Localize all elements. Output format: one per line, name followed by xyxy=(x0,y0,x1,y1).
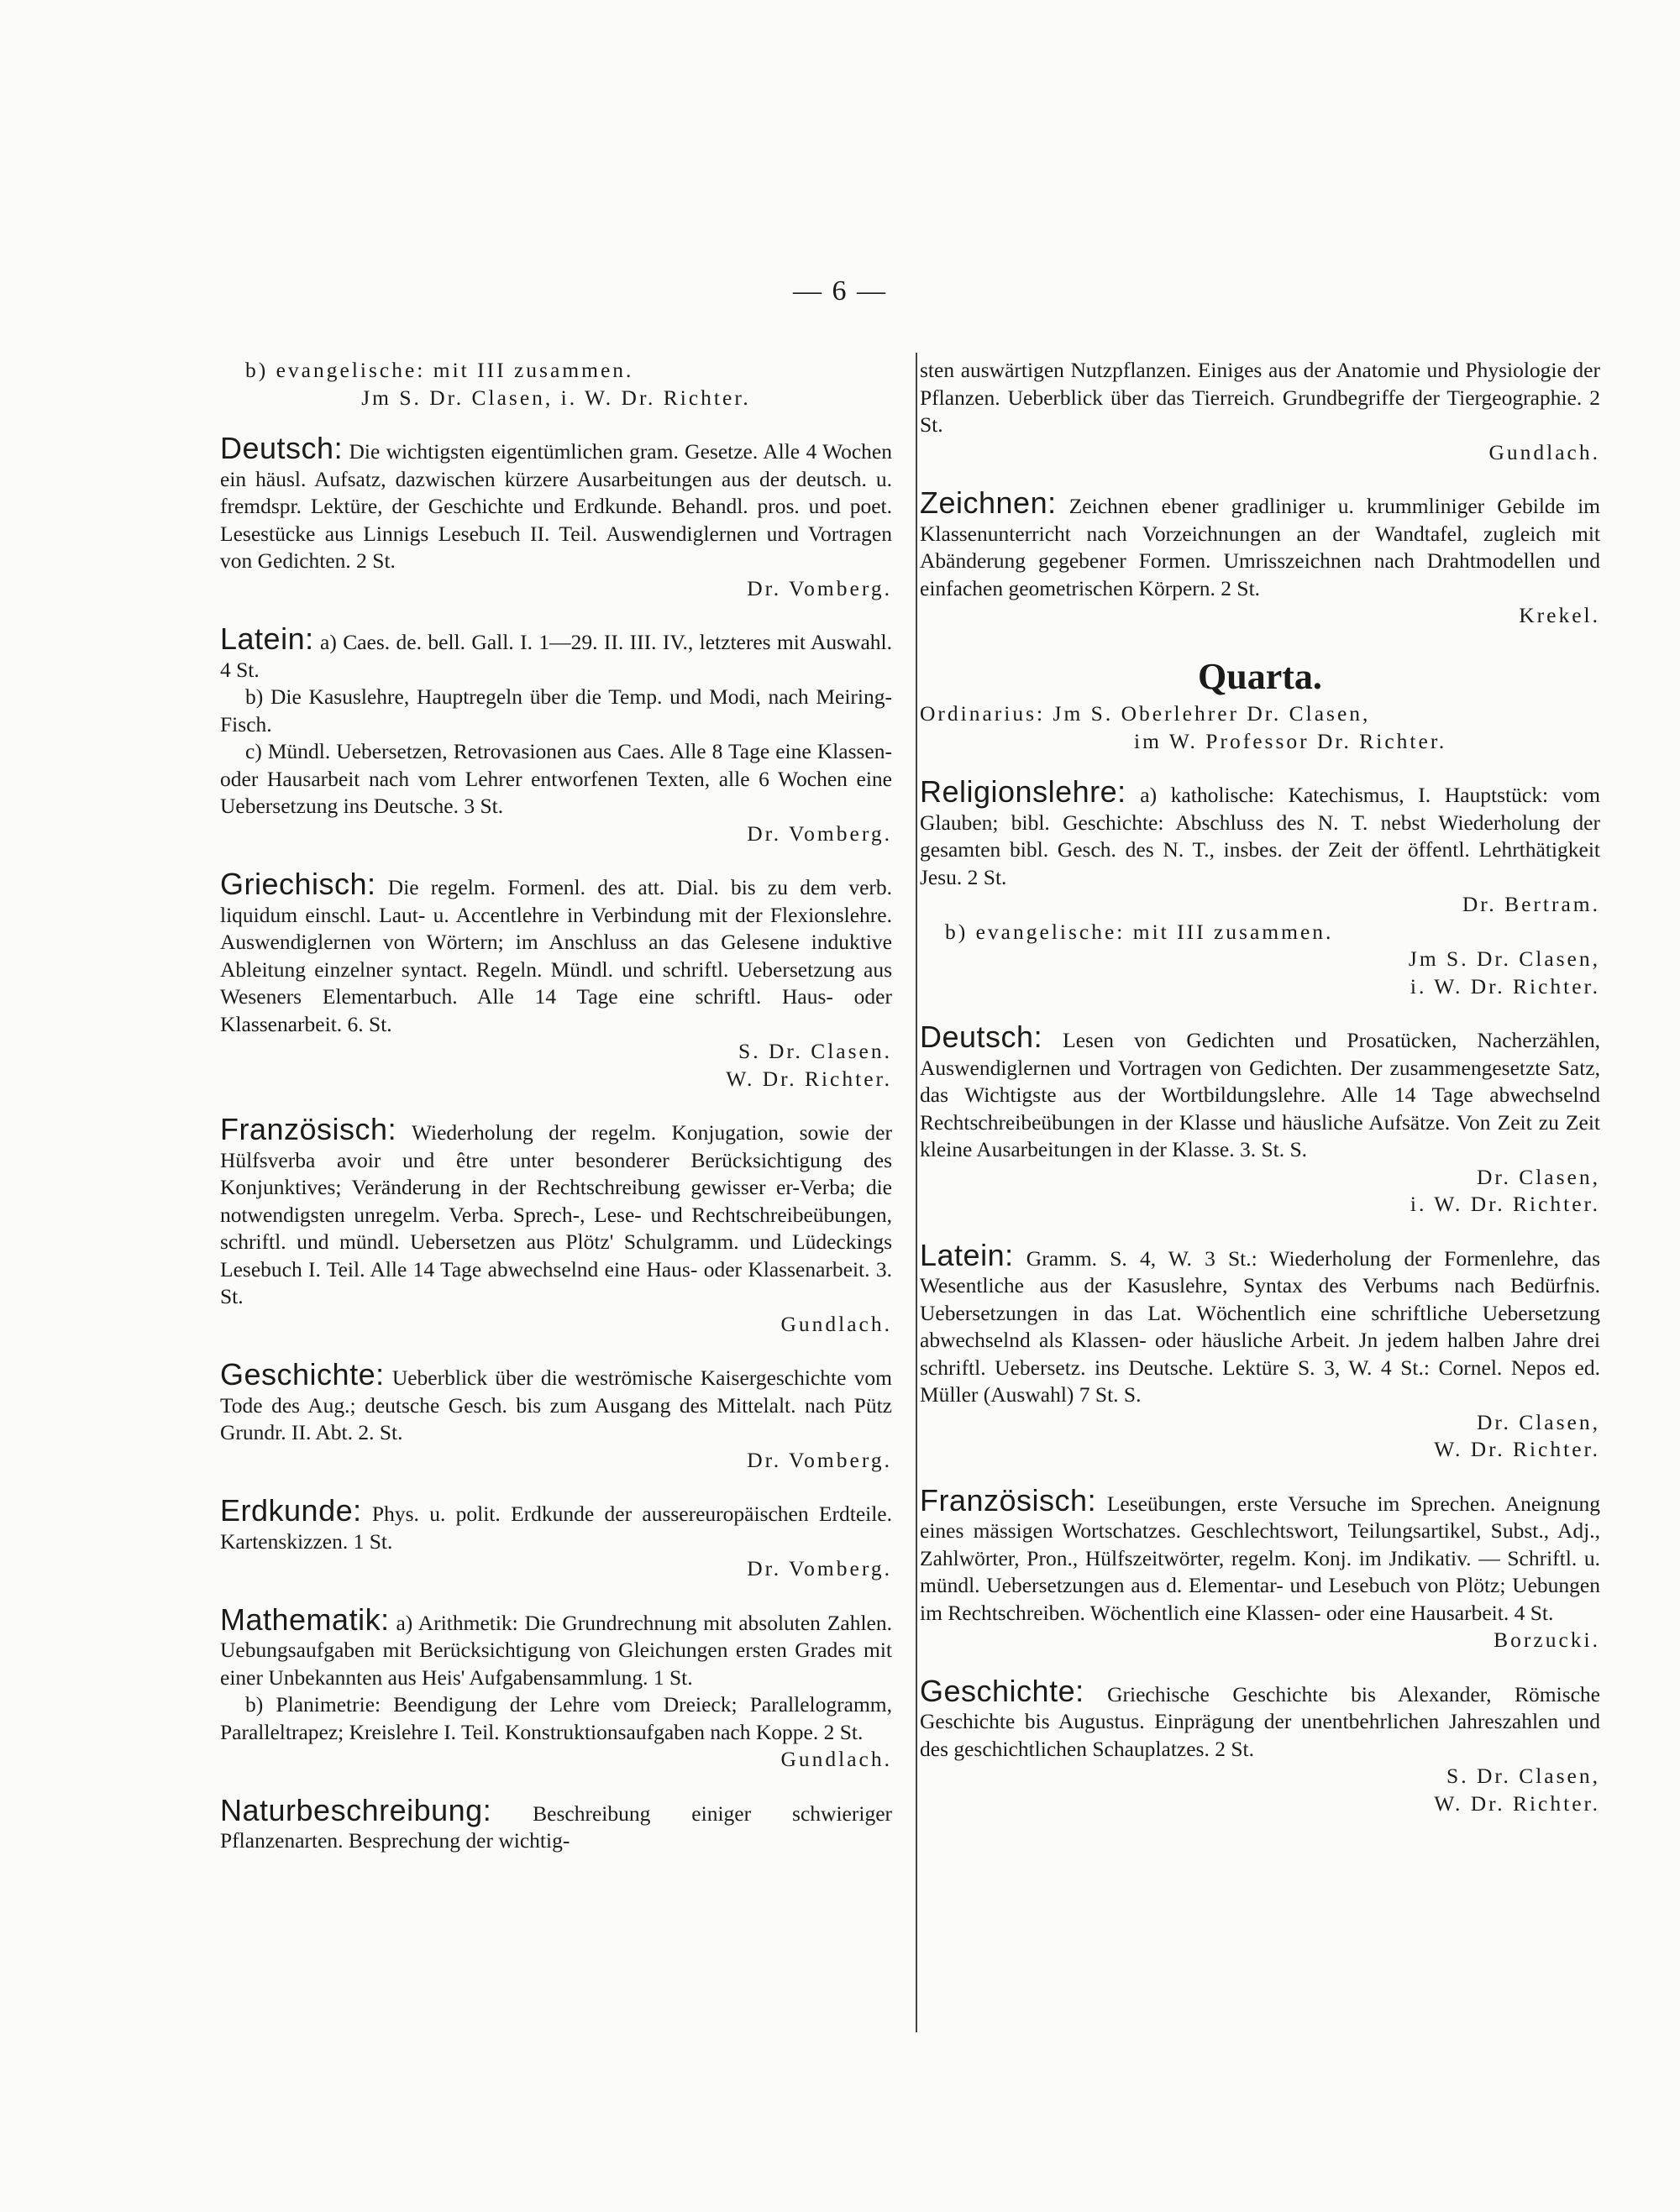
teacher-name: i. W. Dr. Richter. xyxy=(1410,1192,1600,1216)
teacher-name: Dr. Vomberg. xyxy=(747,820,892,846)
teacher-name: W. Dr. Richter. xyxy=(1434,1790,1600,1816)
ordinarius-line: Ordinarius: Jm S. Oberlehrer Dr. Clasen, xyxy=(920,701,1371,726)
section-text: Lesen von Gedichten und Prosatücken, Nacherzählen, Auswendiglernen und Vortragen von Gedichten. Der zusammengesetzte Satz, das Wichtigste aus der Wortbildungslehre. Alle 14 Tage abwechselnd Rechtschreibeübungen in der Klasse und häusliche Aufsätze. Von Zeit zu Zeit kleine Ausarbeitungen in der Klasse. 3. St. S. xyxy=(920,1028,1601,1161)
section-heading: Religionslehre: xyxy=(920,774,1126,809)
religionslehre-section xyxy=(920,774,1600,1000)
section-text: Die wichtigsten eigentümlichen gram. Gesetze. Alle 4 Wochen ein häusl. Aufsatz, dazwischen kürzere Ausarbeitungen aus der deutsch. u. fremdspr. Lektüre, der Geschichte und Erdkunde. Behandl. pros. und poet. Lesestücke aus Linnigs Lesebuch II. Teil. Auswendiglernen und Vortragen von Gedichten. 2 St. xyxy=(220,439,893,573)
geschichte-section xyxy=(920,1673,1600,1818)
section-text: b) Planimetrie: Beendigung der Lehre vom Dreieck; Parallelogramm, Paralleltrapez; Kreislehre I. Teil. Konstruktionsaufgaben nach Koppe. 2 St. xyxy=(220,1692,892,1744)
section-heading: Französisch: xyxy=(220,1112,397,1146)
section-text: Griechische Geschichte bis Alexander, Römische Geschichte bis Augustus. Einprägung der unentbehrlichen Jahreszahlen und des geschichtlichen Schauplatzes. 2 St. xyxy=(920,1681,1600,1761)
section-heading: Deutsch: xyxy=(220,431,344,465)
teacher-name: S. Dr. Clasen. xyxy=(738,1039,892,1063)
intro-teacher: Jm S. Dr. Clasen, i. W. Dr. Richter. xyxy=(361,385,751,410)
section-text: Phys. u. polit. Erdkunde der aussereuropäischen Erdteile. Kartenskizzen. 1 St. xyxy=(220,1502,893,1554)
deutsch-section xyxy=(920,1020,1601,1219)
section-heading: Französisch: xyxy=(920,1482,1097,1517)
latein-section xyxy=(920,1237,1601,1464)
section-heading: Zeichnen: xyxy=(920,485,1057,520)
teacher-name: Gundlach. xyxy=(780,1747,892,1771)
page-number: — 6 — xyxy=(793,275,887,307)
section-text: Leseübungen, erste Versuche im Sprechen. Aneignung eines mässigen Wortschatzes. Geschlechtswort, Teilungsartikel, Subst., Adj., Zahlwörter, Pron., Hülfszeitwörter, regelm. Konj. im Jndikativ. — Schriftl. u. mündl. Uebersetzungen aus d. Elementar- und Lesebuch von Plötz; Uebungen im Rechtschreiben. Wöchentlich eine Klassen- oder eine Hausarbeit. 4 St. xyxy=(920,1491,1601,1625)
zeichnen-section xyxy=(920,485,1600,630)
section-text: a) katholische: Katechismus, I. Hauptstück: vom Glauben; bibl. Geschichte: Abschluss des N. T. nebst Wiederholung der gesamten bibl. Gesch. des N. T., insbes. der Zeit der öffentl. Lehrthätigkeit Jesu. 2 St. xyxy=(920,783,1600,889)
religion-evangelisch-block xyxy=(220,357,892,411)
griechisch-section xyxy=(220,867,893,1093)
teacher-name: Dr. Clasen, xyxy=(1476,1164,1600,1189)
section-text: b) Die Kasuslehre, Hauptregeln über die Temp. und Modi, nach Meiring-Fisch. xyxy=(220,684,892,736)
erdkunde-section xyxy=(220,1493,893,1583)
section-heading: Geschichte: xyxy=(920,1673,1084,1708)
teacher-name: Gundlach. xyxy=(1488,439,1600,464)
teacher-name: W. Dr. Richter. xyxy=(1434,1437,1600,1461)
section-text: Wiederholung der regelm. Konjugation, sowie der Hülfsverba avoir und être unter besonderer Berücksichtigung des Konjunktives; Veränderung in der Rechtschreibung gewisser er-Verba; die notwendigsten unregelm. Verba. Sprech-, Lese- und Rechtschreibeübungen, schriftl. und mündl. Uebersetzen aus Plötz' Schulgramm. und Lüdeckings Lesebuch I. Teil. Alle 14 Tage abwechselnd eine Haus- oder Klassenarbeit. 3. St. xyxy=(220,1120,892,1308)
teacher-name: W. Dr. Richter. xyxy=(726,1066,892,1091)
section-text: Beschreibung einiger schwieriger Pflanzenarten. Besprechung der wichtig- xyxy=(220,1801,892,1853)
column-divider xyxy=(916,353,917,2032)
franzoesisch-section xyxy=(220,1112,892,1338)
naturbeschreibung-continued xyxy=(920,357,1600,466)
section-text: Zeichnen ebener gradliniger u. krummliniger Gebilde im Klassenunterricht nach Vorzeichnungen an der Wandtafel, zugleich mit Abänderung gegebener Formen. Umrisszeichnen nach Drahtmodellen und einfachen geometrischen Körpern. 2 St. xyxy=(920,494,1600,600)
section-text: a) Arithmetik: Die Grundrechnung mit absoluten Zahlen. Uebungsaufgaben mit Berücksichtigung von Gleichungen ersten Grades mit einer Unbekannten aus Heis' Aufgabensammlung. 1 St. xyxy=(220,1610,892,1690)
ordinarius-line: im W. Professor Dr. Richter. xyxy=(1134,728,1447,753)
teacher-name: Krekel. xyxy=(1519,603,1600,627)
section-heading: Deutsch: xyxy=(920,1020,1043,1054)
teacher-name: Dr. Vomberg. xyxy=(747,1447,892,1472)
section-heading: Griechisch: xyxy=(220,867,376,901)
section-heading: Latein: xyxy=(920,1237,1014,1272)
right-column xyxy=(920,357,1600,1841)
section-text: b) evangelische: mit III zusammen. xyxy=(945,919,1334,944)
section-text: Die regelm. Formenl. des att. Dial. bis zu dem verb. liquidum einschl. Laut- u. Accentlehre in Verbindung mit der Flexionslehre. Auswendiglernen von Wörtern; im Anschluss an das Gelesene induktive Ableitung einzelner syntact. Regeln. Mündl. und schriftl. Uebersetzung aus Weseners Elementarbuch. Alle 14 Tage eine schriftl. Haus- oder Klassenarbeit. 6. St. xyxy=(220,875,893,1036)
teacher-name: Jm S. Dr. Clasen, xyxy=(1408,946,1600,971)
teacher-name: Dr. Vomberg. xyxy=(747,1556,892,1580)
latein-section xyxy=(220,621,893,847)
teacher-name: Dr. Vomberg. xyxy=(747,575,892,600)
section-text: Gramm. S. 4, W. 3 St.: Wiederholung der Formenlehre, das Wesentliche aus der Kasuslehre, Syntax des Verbums nach Bedürfnis. Uebersetzungen in das Lat. Wöchentlich eine schriftliche Uebersetzung abwechselnd als Klassen- oder häusliche Arbeit. Jn jedem halben Jahre drei schriftl. Uebersetz. ins Deutsche. Lektüre S. 3, W. 4 St.: Cornel. Nepos ed. Müller (Auswahl) 7 St. S. xyxy=(920,1245,1601,1407)
teacher-name: i. W. Dr. Richter. xyxy=(1410,973,1600,999)
geschichte-section xyxy=(220,1357,892,1474)
section-heading: Mathematik: xyxy=(220,1601,390,1637)
section-text: sten auswärtigen Nutzpflanzen. Einiges aus der Anatomie und Physiologie der Pflanzen. Ueberblick über das Tierreich. Grundbegriffe der Tiergeographie. 2 St. xyxy=(920,358,1600,437)
teacher-name: Dr. Bertram. xyxy=(1462,892,1600,916)
ordinarius-block xyxy=(920,700,1600,755)
deutsch-section xyxy=(220,431,893,602)
section-text: c) Mündl. Uebersetzen, Retrovasionen aus Caes. Alle 8 Tage eine Klassen- oder Hausarbeit nach vom Lehrer entworfenen Texten, alle 6 Wochen eine Uebersetzung ins Deutsche. 3 St. xyxy=(220,739,892,818)
section-heading: Geschichte: xyxy=(220,1357,385,1392)
section-heading: Naturbeschreibung: xyxy=(220,1792,492,1827)
teacher-name: Dr. Clasen, xyxy=(1476,1409,1600,1434)
teacher-name: Borzucki. xyxy=(1494,1628,1600,1652)
naturbeschreibung-section xyxy=(220,1792,892,1855)
left-column xyxy=(220,357,892,1879)
teacher-name: Gundlach. xyxy=(780,1311,892,1336)
section-text: a) Caes. de. bell. Gall. I. 1—29. II. III. IV., letzteres mit Auswahl. 4 St. xyxy=(220,630,893,682)
franzoesisch-section xyxy=(920,1482,1601,1654)
teacher-name: S. Dr. Clasen, xyxy=(1446,1764,1600,1788)
class-heading-quarta: Quarta. xyxy=(1198,655,1322,697)
intro-line: b) evangelische: mit III zusammen. xyxy=(245,358,634,382)
mathematik-section xyxy=(220,1601,892,1774)
section-heading: Erdkunde: xyxy=(220,1493,362,1528)
section-heading: Latein: xyxy=(220,621,314,656)
section-text: Ueberblick über die weströmische Kaisergeschichte vom Tode des Aug.; deutsche Gesch. bis zum Ausgang des Mittelalt. nach Pütz Grundr. II. Abt. 2. St. xyxy=(220,1365,892,1444)
